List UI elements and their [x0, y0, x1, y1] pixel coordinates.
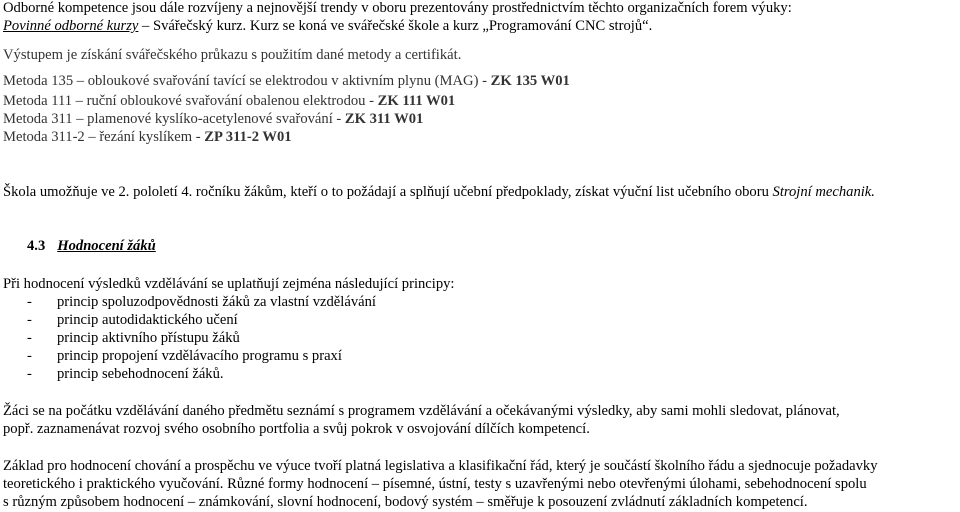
- principle-item: princip aktivního přístupu žáků: [57, 330, 240, 346]
- paragraph-2-line-1: Základ pro hodnocení chování a prospěchu ve výuce tvoří platná legislativa a klasifikační řád, který je součástí školního řádu a sjednocuje požadavky: [3, 458, 878, 474]
- method-description: Metoda 311 – plamenové kyslíko-acetylenové svařování -: [3, 111, 345, 127]
- principle-dash: -: [27, 312, 32, 328]
- method-description: Metoda 311-2 – řezání kyslíkem -: [3, 129, 205, 145]
- course-link[interactable]: Povinné odborné kurzy: [3, 18, 139, 34]
- method-311-2: [3, 128, 292, 146]
- paragraph-1-line-1: Žáci se na počátku vzdělávání daného předmětu seznámí s programem vzdělávání a očekávanými výsledky, aby sami mohli sledovat, plánovat,: [3, 403, 840, 419]
- section-heading: [27, 237, 156, 255]
- principle-item: princip propojení vzdělávacího programu s praxí: [57, 348, 342, 364]
- principle-dash: -: [27, 366, 32, 382]
- school-field: Strojní mechanik.: [772, 184, 875, 200]
- method-code: ZK 311 W01: [344, 111, 424, 127]
- paragraph-2-line-2: teoretického i praktického vyučování. Různé formy hodnocení – písemné, ústní, testy s uzavřenými nebo otevřenými úlohami, sebehodnocení spolu: [3, 476, 867, 492]
- section-number: 4.3: [27, 238, 46, 254]
- principle-dash: -: [27, 330, 32, 346]
- school-text: Škola umožňuje ve 2. pololetí 4. ročníku žákům, kteří o to požádají a splňují učební předpoklady, získat výuční list učebního oboru: [3, 184, 773, 200]
- principles-intro: Při hodnocení výsledků vzdělávání se uplatňují zejména následující principy:: [3, 276, 455, 292]
- intro-line-2-rest: – Svářečský kurz. Kurz se koná ve svářečské škole a kurz „Programování CNC strojů“.: [138, 18, 653, 34]
- method-description: Metoda 111 – ruční obloukové svařování obalenou elektrodou -: [3, 93, 378, 109]
- principle-dash: -: [27, 348, 32, 364]
- method-code: ZK 111 W01: [377, 93, 456, 109]
- principle-dash: -: [27, 294, 32, 310]
- method-311: [3, 110, 423, 128]
- school-line: [3, 183, 875, 201]
- paragraph-2-line-3: s různým způsobem hodnocení – známkování, slovní hodnocení, bodový systém – směřuje k posouzení zvládnutí základních kompetencí.: [3, 494, 808, 510]
- paragraph-1-line-2: popř. zaznamenávat rozvoj svého osobního portfolia a svůj pokrok v osvojování dílčích kompetencí.: [3, 421, 590, 437]
- method-code: ZP 311-2 W01: [204, 129, 292, 145]
- method-description: Metoda 135 – obloukové svařování tavící se elektrodou v aktivním plynu (MAG) -: [3, 73, 491, 89]
- principle-item: princip autodidaktického učení: [57, 312, 238, 328]
- principle-item: princip sebehodnocení žáků.: [57, 366, 224, 382]
- method-135: [3, 72, 570, 90]
- method-code: ZK 135 W01: [490, 73, 570, 89]
- method-111: [3, 92, 455, 110]
- section-title: Hodnocení žáků: [57, 238, 156, 254]
- principle-item: princip spoluzodpovědnosti žáků za vlastní vzdělávání: [57, 294, 376, 310]
- intro-line-2: [3, 17, 652, 35]
- intro-line-1: Odborné kompetence jsou dále rozvíjeny a nejnovější trendy v oboru prezentovány prostřednictvím těchto organizačních forem výuky:: [3, 0, 792, 16]
- certificate-line: Výstupem je získání svářečského průkazu s použitím dané metody a certifikát.: [3, 47, 462, 63]
